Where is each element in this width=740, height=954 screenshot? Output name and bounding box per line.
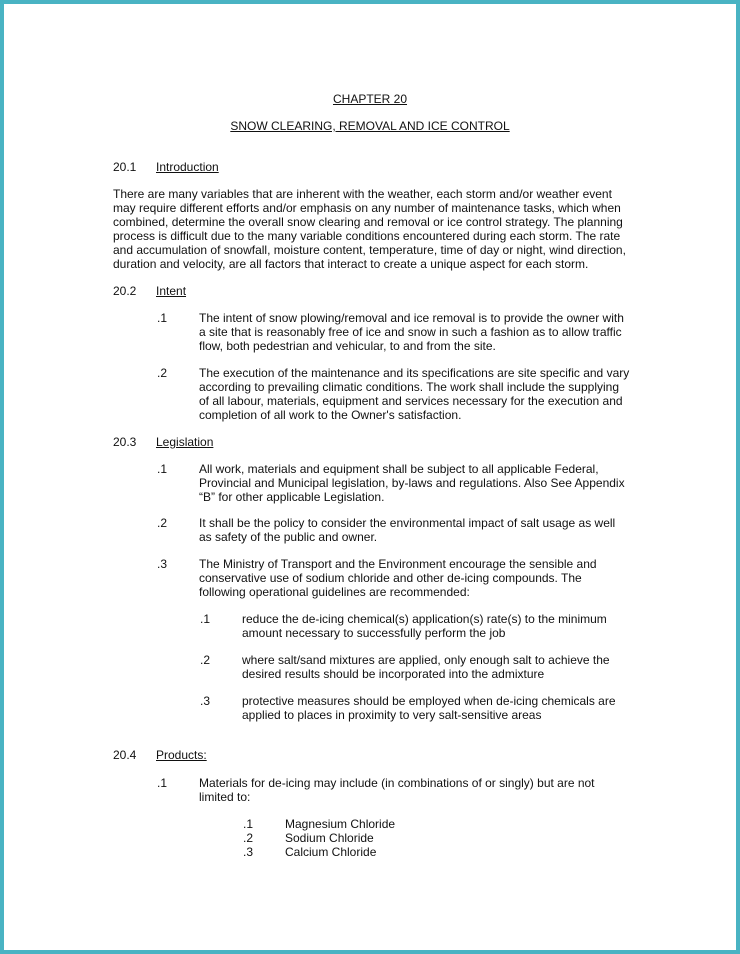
text-line: as safety of the public and owner. (199, 530, 378, 544)
text-line: protective measures should be employed when de-icing chemicals are (242, 694, 616, 708)
list-item-number: .1 (243, 817, 254, 831)
item-number: .2 (157, 366, 168, 380)
text-line: flow, both pedestrian and vehicular, to and from the site. (199, 339, 496, 353)
intent-item-1 (199, 311, 624, 353)
text-line: The intent of snow plowing/removal and ice removal is to provide the owner with (199, 311, 624, 325)
text-line: It shall be the policy to consider the environmental impact of salt usage as well (199, 516, 616, 530)
products-item-1 (199, 776, 595, 804)
legislation-item-3 (199, 557, 597, 599)
item-number: .1 (157, 462, 168, 476)
guideline-item-1 (242, 612, 607, 640)
text-line: Provincial and Municipal legislation, by-laws and regulations. Also See Appendix (199, 476, 625, 490)
text-line: reduce the de-icing chemical(s) application(s) rate(s) to the minimum (242, 612, 607, 626)
text-line: of all labour, materials, equipment and services necessary for the execution and (199, 394, 623, 408)
text-line: desired results should be incorporated into the admixture (242, 667, 545, 681)
text-line: duration and velocity, are all factors that interact to create a unique aspect for each storm. (113, 257, 589, 271)
item-number: .3 (157, 557, 168, 571)
text-line: amount necessary to successfully perform the job (242, 626, 506, 640)
text-line: applied to places in proximity to very salt-sensitive areas (242, 708, 542, 722)
list-item-number: .2 (243, 831, 254, 845)
subitem-number: .3 (200, 694, 211, 708)
text-line: The Ministry of Transport and the Environment encourage the sensible and (199, 557, 597, 571)
list-item-magnesium-chloride: Magnesium Chloride (285, 817, 396, 831)
section-heading-legislation: Legislation (156, 435, 214, 449)
subitem-number: .2 (200, 653, 211, 667)
text-line: There are many variables that are inherent with the weather, each storm and/or weather event (113, 187, 612, 201)
introduction-paragraph (113, 187, 626, 271)
section-number: 20.4 (113, 748, 137, 762)
item-number: .2 (157, 516, 168, 530)
text-line: combined, determine the overall snow clearing and removal or ice control strategy. The planning (113, 215, 623, 229)
legislation-item-2 (199, 516, 615, 544)
item-number: .1 (157, 776, 168, 790)
text-line: may require different efforts and/or emphasis on any number of maintenance tasks, which when (113, 201, 621, 215)
text-line: completion of all work to the Owner's satisfaction. (199, 408, 462, 422)
text-line: “B” for other applicable Legislation. (199, 490, 385, 504)
section-number: 20.1 (113, 160, 137, 174)
text-line: Materials for de-icing may include (in combinations of or singly) but are not (199, 776, 595, 790)
text-line: conservative use of sodium chloride and other de-icing compounds. The (199, 571, 582, 585)
list-item-sodium-chloride: Sodium Chloride (285, 831, 374, 845)
item-number: .1 (157, 311, 168, 325)
section-number: 20.2 (113, 284, 137, 298)
section-heading-introduction: Introduction (156, 160, 219, 174)
guideline-item-3 (242, 694, 616, 722)
text-line: process is difficult due to the many variable conditions encountered during each storm. The rate (113, 229, 621, 243)
text-line: The execution of the maintenance and its specifications are site specific and vary (199, 366, 630, 380)
text-line: and accumulation of snowfall, moisture content, temperature, time of day or night, wind direction, (113, 243, 626, 257)
subitem-number: .1 (200, 612, 211, 626)
section-heading-intent: Intent (156, 284, 187, 298)
text-line: following operational guidelines are recommended: (199, 585, 470, 599)
list-item-number: .3 (243, 845, 254, 859)
text-line: a site that is reasonably free of ice and snow in such a fashion as to allow traffic (199, 325, 622, 339)
text-line: limited to: (199, 790, 251, 804)
section-number: 20.3 (113, 435, 137, 449)
guideline-item-2 (242, 653, 610, 681)
intent-item-2 (199, 366, 629, 422)
chapter-title: CHAPTER 20 (332, 92, 408, 106)
text-line: where salt/sand mixtures are applied, only enough salt to achieve the (242, 653, 610, 667)
text-line: according to prevailing climatic conditions. The work shall include the supplying (199, 380, 619, 394)
chapter-subtitle: SNOW CLEARING, REMOVAL AND ICE CONTROL (230, 119, 510, 133)
section-heading-products: Products: (156, 748, 207, 762)
legislation-item-1 (199, 462, 625, 504)
list-item-calcium-chloride: Calcium Chloride (285, 845, 377, 859)
text-line: All work, materials and equipment shall be subject to all applicable Federal, (199, 462, 599, 476)
